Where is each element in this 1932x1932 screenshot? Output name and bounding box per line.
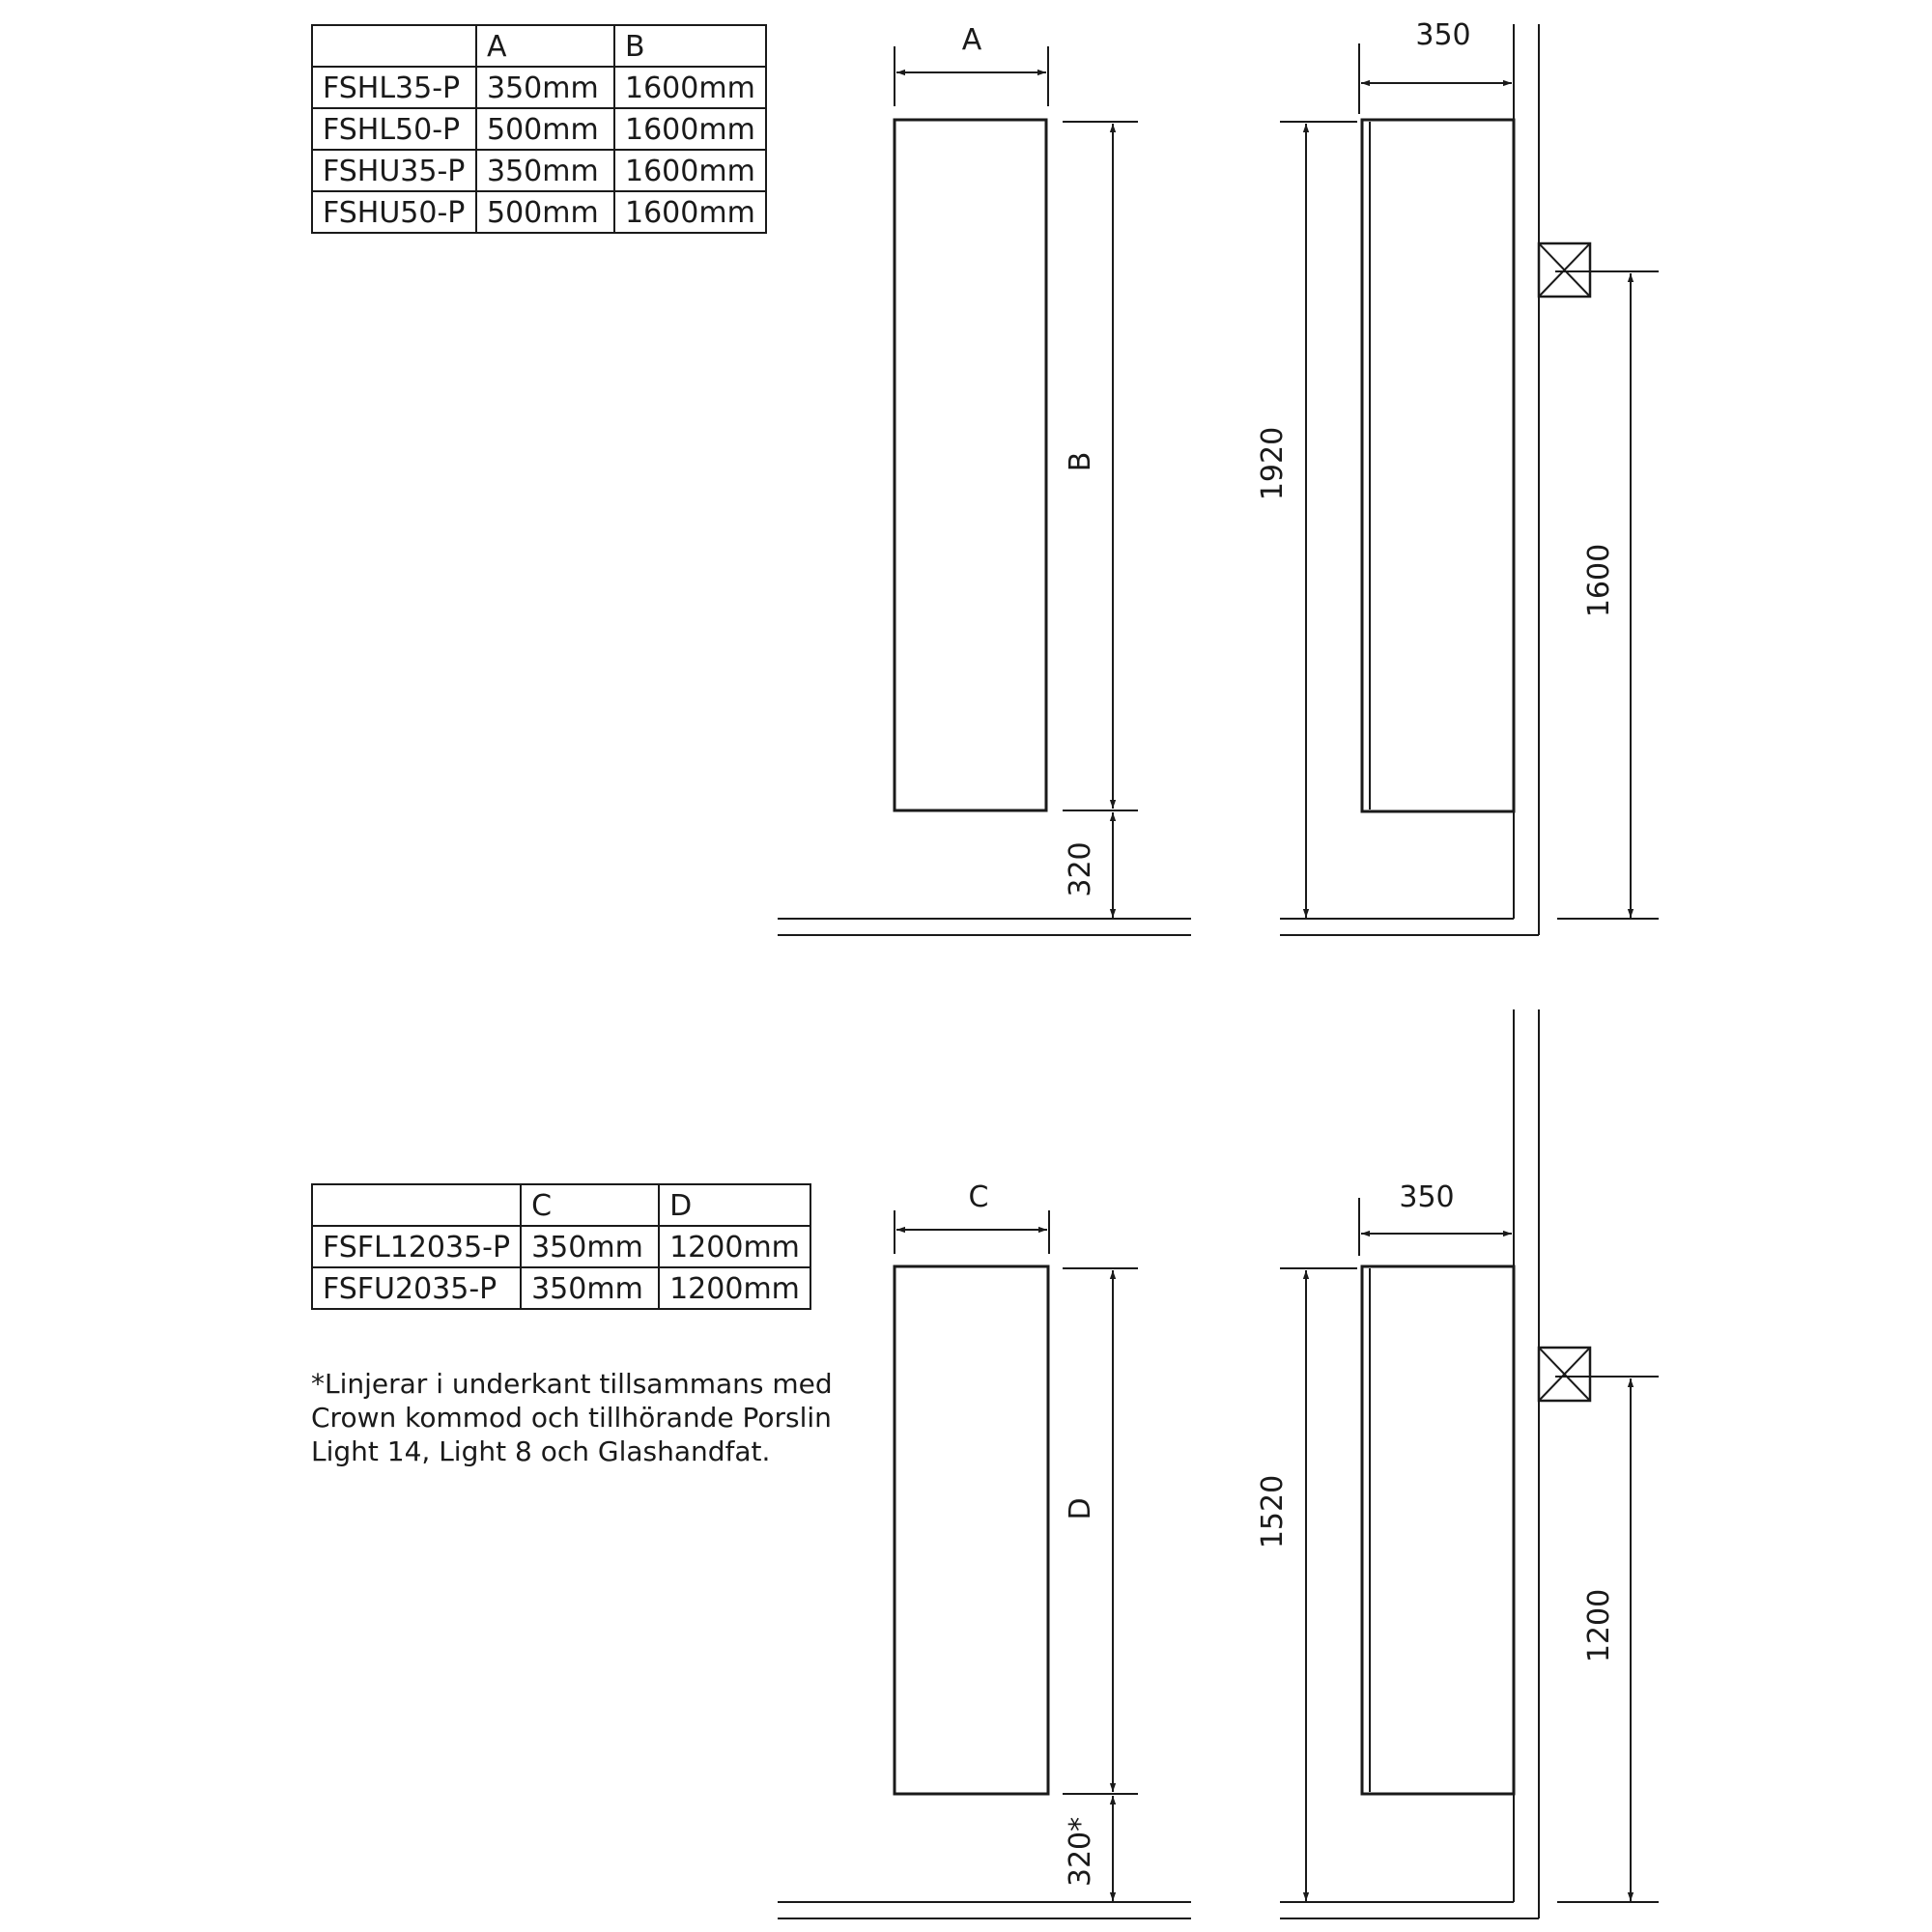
top-front-view (778, 46, 1191, 935)
cabinet-front (895, 120, 1046, 810)
model-cell: FSFU2035-P (312, 1267, 521, 1309)
height-cell: 1200mm (659, 1226, 810, 1267)
model-cell: FSFL12035-P (312, 1226, 521, 1267)
dim-label-b: B (1064, 451, 1097, 472)
width-cell: 350mm (521, 1226, 659, 1267)
width-cell: 350mm (476, 150, 614, 191)
height-cell: 1600mm (614, 67, 766, 108)
bottom-side-view (1280, 1009, 1659, 1918)
header-cell-d: D (659, 1184, 810, 1226)
model-cell: FSHL35-P (312, 67, 476, 108)
height-cell: 1600mm (614, 150, 766, 191)
footnote-line: *Linjerar i underkant tillsammans med (311, 1368, 833, 1400)
dim-label-d: D (1064, 1497, 1097, 1520)
height-cell: 1200mm (659, 1267, 810, 1309)
dim-label-1920: 1920 (1256, 426, 1290, 501)
width-cell: 350mm (476, 67, 614, 108)
cabinet-side (1362, 120, 1514, 811)
wall-bracket-icon (1539, 1348, 1590, 1401)
cabinet-front (895, 1266, 1048, 1794)
cabinet-side (1362, 1266, 1514, 1794)
width-cell: 500mm (476, 108, 614, 150)
header-cell-c: C (521, 1184, 659, 1226)
header-cell-b: B (614, 25, 766, 67)
dim-label-320-star: 320* (1064, 1816, 1097, 1888)
width-cell: 500mm (476, 191, 614, 233)
dim-label-1520: 1520 (1256, 1474, 1290, 1549)
dim-label-320: 320 (1064, 841, 1097, 897)
dim-label-c: C (968, 1180, 989, 1214)
bottom-front-view (778, 1210, 1191, 1918)
wall-bracket-icon (1539, 243, 1590, 297)
model-cell: FSHL50-P (312, 108, 476, 150)
model-cell: FSHU35-P (312, 150, 476, 191)
height-cell: 1600mm (614, 108, 766, 150)
top-side-view (1280, 24, 1659, 935)
header-cell-a: A (476, 25, 614, 67)
dimension-labels (962, 18, 1616, 1887)
model-cell: FSHU50-P (312, 191, 476, 233)
height-cell: 1600mm (614, 191, 766, 233)
footnote-line: Light 14, Light 8 och Glashandfat. (311, 1435, 771, 1467)
dim-label-a: A (961, 23, 982, 57)
width-cell: 350mm (521, 1267, 659, 1309)
dim-label-350: 350 (1399, 1180, 1455, 1214)
dim-label-350: 350 (1415, 18, 1471, 52)
dim-label-1200: 1200 (1582, 1588, 1616, 1663)
dim-label-1600: 1600 (1582, 543, 1616, 618)
footnote-line: Crown kommod och tillhörande Porslin (311, 1402, 832, 1434)
